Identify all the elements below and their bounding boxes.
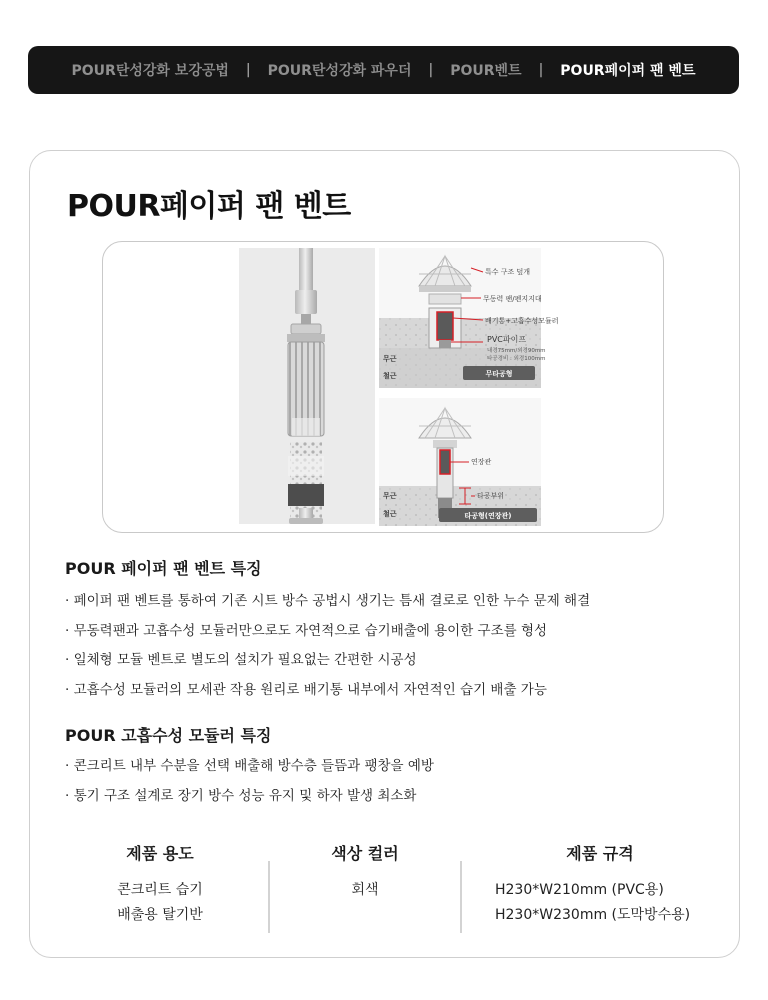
layer-mortar-label: 무근	[383, 355, 397, 363]
nav-separator: |	[538, 62, 544, 78]
nav-item-paper-fan-vent[interactable]: POUR페이퍼 팬 벤트	[560, 63, 696, 79]
spec-size-line: H230*W230mm (도막방수용)	[495, 907, 691, 923]
spec-divider	[460, 861, 462, 933]
spec-divider	[268, 861, 270, 933]
nav-item-reinforcement[interactable]: POUR탄성강화 보강공법	[71, 63, 229, 79]
callout-pvc-spec2: 타공경비 : 외경100mm	[487, 356, 546, 362]
nav-item-vent[interactable]: POUR벤트	[450, 63, 522, 79]
spec-size-line: H230*W210mm (PVC용)	[495, 882, 664, 898]
spec-size	[485, 841, 715, 928]
nav-separator: |	[245, 62, 251, 78]
callout-fan: 무동력 팬/펜지지대	[483, 295, 542, 303]
nav-item-powder[interactable]: POUR탄성강화 파우더	[267, 63, 412, 79]
product-photo	[239, 248, 375, 524]
callout-cover: 특수 구조 덮개	[485, 268, 531, 276]
spec-size-value	[485, 878, 715, 928]
nav-separator: |	[428, 62, 434, 78]
callout-bore-part: 타공부위	[477, 492, 505, 500]
module-features-title: POUR 고흡수성 모듈러 특징	[65, 726, 272, 745]
spec-size-label: 제품 규격	[566, 844, 634, 863]
spec-usage	[80, 841, 240, 928]
spec-color	[285, 841, 445, 903]
feature-item: · 무동력팬과 고흡수성 모듈러만으로도 자연적으로 습기배출에 용이한 구조를 형성	[65, 617, 590, 647]
product-figure	[102, 241, 664, 533]
callout-pipe-module: 배기통+고흡수성모듈러	[485, 317, 559, 325]
callout-pvc-spec1: 내경75mm/외경90mm	[487, 348, 546, 354]
product-card	[29, 150, 740, 958]
product-diagram	[103, 242, 664, 533]
feature-item: · 일체형 모듈 벤트로 별도의 설치가 필요없는 간편한 시공성	[65, 646, 590, 676]
callout-pvc: PVC파이프	[487, 335, 527, 344]
features-list	[65, 587, 590, 705]
method-label-top: 무타공형	[485, 370, 513, 378]
spec-usage-line: 배출용 탈기반	[117, 907, 203, 923]
method-label-bottom: 타공형(연장관)	[464, 512, 512, 520]
feature-item: · 고흡수성 모듈러의 모세관 작용 원리로 배기통 내부에서 자연적인 습기 배출 가능	[65, 676, 590, 706]
spec-color-label: 색상 컬러	[331, 844, 399, 863]
top-nav	[28, 46, 739, 94]
layer-mortar-label-2: 무근	[383, 492, 397, 500]
module-feature-item: · 콘크리트 내부 수분을 선택 배출해 방수층 들뜸과 팽창을 예방	[65, 752, 434, 782]
spec-color-line: 회색	[351, 882, 379, 898]
module-features-list	[65, 752, 434, 811]
spec-usage-value	[80, 878, 240, 928]
features-title: POUR 페이퍼 팬 벤트 특징	[65, 559, 262, 578]
page-title: POUR페이퍼 팬 벤트	[67, 189, 351, 224]
spec-usage-label: 제품 용도	[126, 844, 194, 863]
layer-rebar-label-2: 철근	[383, 510, 397, 518]
installation-diagram	[379, 248, 541, 526]
feature-item: · 페이퍼 팬 벤트를 통하여 기존 시트 방수 공법시 생기는 틈새 결로로 인한 누수 문제 해결	[65, 587, 590, 617]
module-feature-item: · 통기 구조 설계로 장기 방수 성능 유지 및 하자 발생 최소화	[65, 782, 434, 812]
layer-rebar-label: 철근	[383, 372, 397, 380]
spec-usage-line: 콘크리트 습기	[117, 882, 203, 898]
spec-color-value	[285, 878, 445, 903]
callout-extension: 연장관	[471, 458, 492, 466]
